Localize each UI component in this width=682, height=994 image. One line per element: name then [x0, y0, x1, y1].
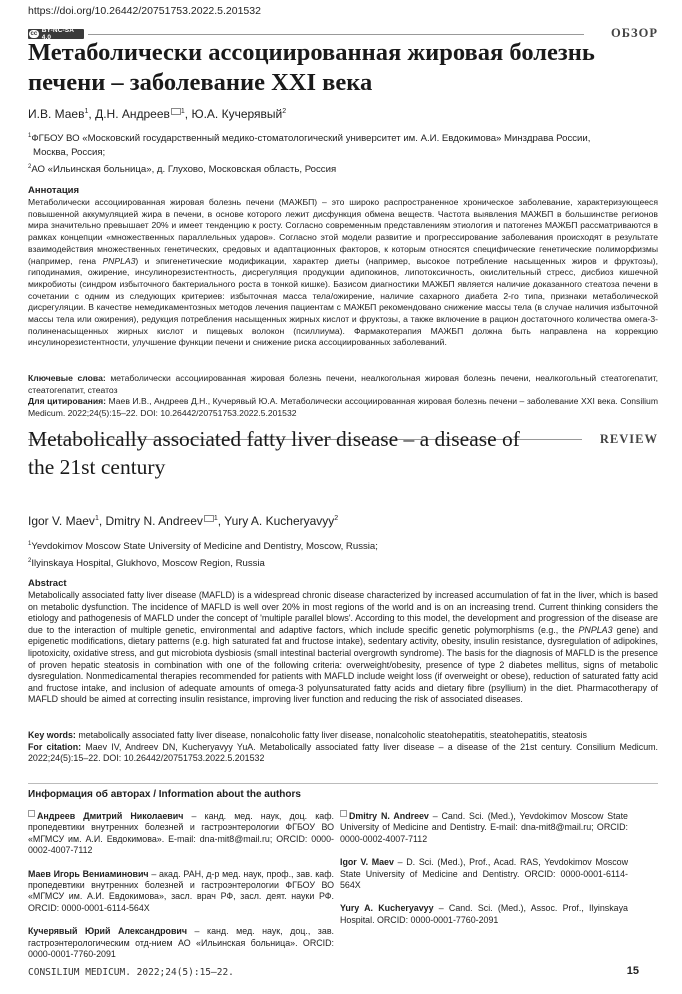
author-ru	[95, 107, 185, 121]
affiliation-ru	[28, 129, 658, 146]
info-divider	[28, 783, 658, 784]
article-title-ru: Метаболически ассоциированная жировая болезнь печени – заболевание XXI века	[28, 39, 595, 96]
author-info-text: – D. Sci. (Med.), Prof., Acad. RAS, Yevdokimov Moscow State University of Medicine and Dentistry. ORCID: 0000-0001-6114-564X	[340, 857, 628, 891]
keywords-en	[28, 730, 658, 742]
author-info-en	[340, 810, 628, 938]
author-separator: ,	[184, 107, 192, 121]
affiliation-number: 1	[28, 541, 32, 547]
authors-en	[28, 514, 338, 528]
author-affiliation-number: 2	[334, 515, 339, 522]
doi-link[interactable]: https://doi.org/10.26442/20751753.2022.5.201532	[28, 5, 261, 17]
author-en	[28, 514, 99, 528]
affiliation-text: АО «Ильинская больница», д. Глухово, Московская область, Россия	[31, 164, 337, 176]
citation-en	[28, 742, 658, 765]
author-info-text: – Cand. Sci. (Med.), Yevdokimov Moscow State University of Medicine and Dentistry. E-mail: dna-mit8@mail.ru; ORCID: 0000-0002-4007-7112	[340, 811, 628, 844]
author-info-name: Yury A. Kucheryavyy	[340, 903, 434, 914]
corresponding-icon	[340, 810, 347, 817]
abstract-en	[28, 578, 658, 706]
footer-journal: CONSILIUM MEDICUM. 2022;24(5):15–22.	[28, 967, 234, 978]
author-info-entry-ru	[28, 810, 334, 857]
keywords-ru	[28, 373, 658, 396]
author-info-entry-en	[340, 810, 628, 845]
author-info-entry-ru	[28, 926, 334, 960]
abstract-heading-en: Abstract	[28, 578, 67, 589]
author-info-text: – канд. мед. наук, доц., зав. гастроэнтерологическим отд-нием АО «Ильинская больница». ORCID: 0000-0001-7760-2091	[28, 926, 334, 960]
section-label-ru: ОБЗОР	[611, 26, 658, 40]
affiliations-en	[28, 537, 658, 571]
authors-ru	[28, 107, 286, 121]
author-info-name: Андреев Дмитрий Николаевич	[37, 811, 184, 821]
author-info-name: Dmitry N. Andreev	[349, 811, 429, 821]
affiliation-number: 2	[28, 558, 32, 565]
author-info-name: Igor V. Maev	[340, 857, 394, 868]
author-info-entry-en	[340, 857, 628, 891]
author-name: Yury A. Kucheryavyy	[224, 514, 335, 528]
abstract-text-en: Metabolically associated fatty liver disease (MAFLD) is a widespread chronic disease characterized by increased accumulation of fat in the liver, which is based on metabolic dysfunction. The incidence of MAFLD is well over 20% in most regions of the world and is on an increasing trend. Current thinking considers the etiology and pathogenesis of MAFLD under the concept of 'multiple parallel blows'. According to this model, the development and progression of the disease are due to the interaction of multiple genetic, environmental and adaptive factors, which include specific genetic polymorphisms (e.g., the PNPLA3 gene) and epigenetic modifications, dietary patterns (e.g. high saturated fat and fructose intake), sedentary activity, obesity, insulin resistance, dysregulation of adipokines, lipotoxicity, oxidative stress, and gut microbiota dysbiosis (small intestinal bacterial overgrowth syndrome). The basis for the diagnosis of MAFLD is the presence of proven hepatic steatosis in combination with one of the following criteria: overweight/obesity, presence of type 2 diabetes mellitus, signs of metabolic dysregulation. Nonmedicamental therapies recommended for patients with MAFLD include weight loss (if overweight or obese), reduction of saturated fatty acid and fructose intake, and inclusion of adequate amounts of omega-3 polyunsaturated fatty acids and dietary fibre (psyllium) in the diet. Pharmacotherapy of MAFLD should be aimed at correcting insulin resistance, improving liver function and reducing the risk of associated diseases.	[28, 590, 658, 705]
section-label-en: REVIEW	[599, 432, 658, 446]
affiliation-ru	[28, 160, 658, 177]
author-info-text: – Cand. Sci. (Med.), Assoc. Prof., Ilyinskaya Hospital. ORCID: 0000-0001-7760-2091	[340, 903, 628, 925]
author-en	[106, 514, 218, 528]
envelope-icon	[204, 515, 214, 522]
author-info-heading: Информация об авторах / Information about the authors	[28, 789, 301, 800]
author-info-ru	[28, 810, 334, 972]
author-name: Д.Н. Андреев	[95, 107, 170, 121]
keywords-label-ru: Ключевые слова:	[28, 373, 106, 383]
author-info-name: Кучерявый Юрий Александрович	[28, 926, 188, 937]
author-separator: ,	[88, 107, 96, 121]
license-label: BY-NC-SA 4.0	[41, 27, 74, 41]
author-info-text: – акад. РАН, д-р мед. наук, проф., зав. каф. пропедевтики внутренних болезней и гастроэнтерологии ФГБОУ ВО «МГМСУ им. А.И. Евдокимова», засл. врач РФ, засл. деят. науки РФ. ORCID: 0000-0001-6114-564X	[28, 868, 334, 913]
author-affiliation-number: 1	[94, 515, 99, 522]
affiliation-text-cont: Москва, Россия;	[33, 147, 106, 159]
author-affiliation-number: 1	[213, 515, 218, 522]
author-info-entry-ru	[28, 869, 334, 915]
keywords-citation-ru	[28, 373, 658, 420]
keywords-label-en: Key words:	[28, 730, 76, 740]
author-name: Ю.А. Кучерявый	[191, 107, 283, 121]
envelope-icon	[171, 108, 181, 115]
author-separator: ,	[217, 514, 225, 528]
citation-text-ru: Маев И.В., Андреев Д.Н., Кучерявый Ю.А. Метаболически ассоциированная жировая болезнь печени – заболевание XXI века. Consilium Medicum. 2022;24(5):15–22. DOI: 10.26442/20751753.2022.5.201532	[28, 396, 658, 419]
author-ru	[28, 107, 88, 121]
abstract-heading-ru: Аннотация	[28, 185, 80, 196]
affiliation-en	[28, 554, 658, 571]
affiliation-text: ФГБОУ ВО «Московский государственный медико-стоматологический университет им. А.И. Евдокимова» Минздрава России,	[31, 133, 591, 145]
keywords-citation-en	[28, 730, 658, 765]
keywords-text-en: metabolically associated fatty liver disease, nonalcoholic fatty liver disease, nonalcoholic steatohepatitis, steatohepatitis, steatosis	[78, 730, 587, 740]
affiliation-text: Yevdokimov Moscow State University of Medicine and Dentistry, Moscow, Russia;	[31, 541, 378, 553]
corresponding-icon	[28, 810, 35, 817]
author-en	[224, 514, 338, 528]
header-divider	[88, 34, 584, 35]
affiliation-number: 1	[28, 133, 32, 139]
author-name: Igor V. Maev	[28, 514, 95, 528]
affiliation-number: 2	[28, 164, 32, 171]
abstract-text-ru: Метаболически ассоциированная жировая болезнь печени (МАЖБП) – это широко распространенное хроническое заболевание, характеризующееся повышенной аккумуляцией жира в печени, в основе которого лежит дисфункция обмена веществ. Частота выявления МАЖБП в большинстве регионов мира значительно превышает 20% и имеет тенденцию к росту. Согласно современным представлениям этиология и патогенез МАЖБП рассматриваются в рамках концепции «множественных параллельных ударов». Согласно этой модели развитие и прогрессирование заболевания происходят в результате взаимодействия множественных генетических, средовых и адаптационных факторов, к которым относятся специфические генетические полиморфизмы (например, гена PNPLA3) и эпигенетические модификации, характер диеты (например, высокое потребление насыщенных жиров и фруктозы), гиподинамия, ожирение, инсулинорезистентность, дисрегуляция продукции адипокинов, липотоксичность, окислительный стресс, дисбиоз кишечной микробиоты (синдром избыточного бактериального роста в тонкой кишке). Базисом диагностики МАЖБП является наличие доказанного стеатоза печени в сочетании с одним из следующих критериев: избыточная масса тела/ожирение, наличие сахарного диабета 2-го типа, признаки метаболической дисрегуляции. В качестве немедикаментозных методов лечения пациентам с МАЖБП рекомендовано снижение массы тела (в случае наличия избыточной массы тела или ожирения), редукция потребления насыщенных жирных кислот и фруктозы, а также включение в рацион достаточного количества омега-3-полиненасыщенных жирных кислот и пищевых волокон (псиллиума). Фармакотерапия МАЖБП должна быть направлена на коррекцию инсулинорезистентности, улучшение функции печени и снижение риска ассоциированных заболеваний.	[28, 197, 658, 348]
abstract-ru	[28, 185, 658, 349]
author-name: И.В. Маев	[28, 107, 85, 121]
affiliation-text: Ilyinskaya Hospital, Glukhovo, Moscow Region, Russia	[31, 558, 265, 570]
author-affiliation-number: 1	[84, 108, 89, 115]
author-separator: ,	[98, 514, 106, 528]
author-ru	[191, 107, 286, 121]
citation-label-ru: Для цитирования:	[28, 396, 106, 407]
author-name: Dmitry N. Andreev	[105, 514, 203, 528]
citation-ru	[28, 396, 658, 419]
author-info-text: – канд. мед. наук, доц. каф. пропедевтики внутренних болезней и гастроэнтерологии ФГБОУ ВО «МГМСУ им. А.И. Евдокимова». E-mail: dna-mit8@mail.ru; ORCID: 0000-0002-4007-7112	[28, 811, 334, 856]
author-affiliation-number: 2	[282, 108, 287, 115]
keywords-text-ru: метаболически ассоциированная жировая болезнь печени, неалкогольная жировая болезнь печени, неалкогольный стеатогепатит, стеатогепатит, стеатоз	[28, 373, 659, 395]
author-info-name: Маев Игорь Вениаминович	[28, 868, 149, 879]
affiliation-en	[28, 537, 658, 554]
affiliations-ru	[28, 129, 658, 177]
citation-text-en: Maev IV, Andreev DN, Kucheryavyy YuA. Metabolically associated fatty liver disease – a disease of the 21st century. Consilium Medicum. 2022;24(5):15–22. DOI: 10.26442/20751753.2022.5.201532	[28, 741, 658, 764]
author-info-entry-en	[340, 903, 628, 926]
citation-label-en: For citation:	[28, 741, 82, 752]
article-title-en: Metabolically associated fatty liver disease – a disease of the 21st century	[28, 427, 520, 479]
page-number: 15	[626, 965, 639, 977]
creative-commons-icon: cc	[30, 31, 38, 37]
author-affiliation-number: 1	[180, 108, 185, 115]
